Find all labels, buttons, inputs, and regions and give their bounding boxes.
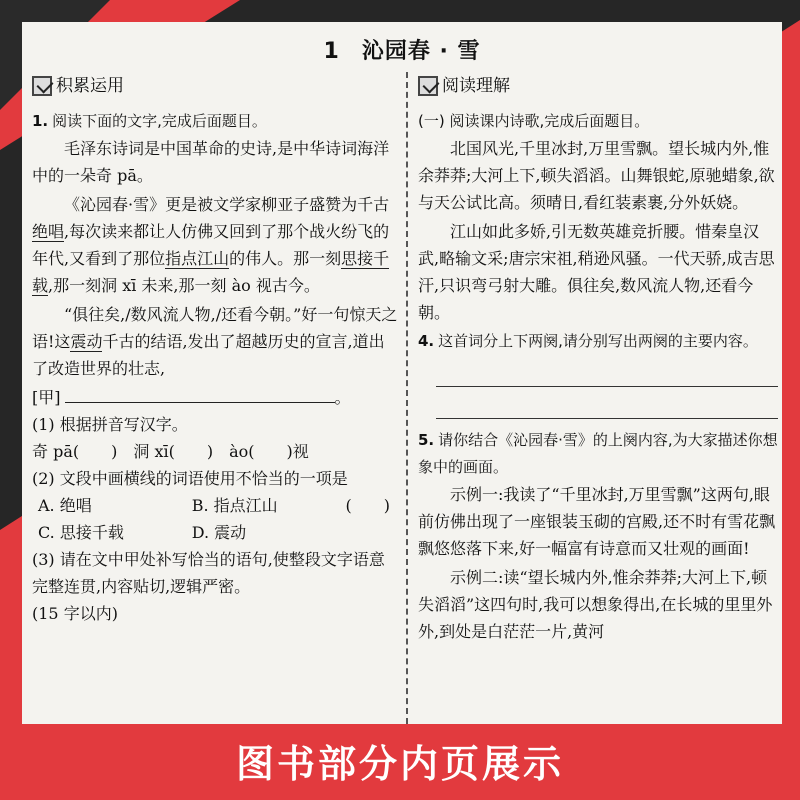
pencil-icon — [418, 76, 438, 96]
sub-question-3-tail: (15 字以内) — [32, 604, 118, 623]
option-c[interactable]: C. 思接千载 — [38, 523, 124, 542]
question-prompt: 请你结合《沁园春·雪》的上阕内容,为大家描述你想象中的画面。 — [418, 431, 778, 476]
text-span: 的伟人。那一刻 — [229, 249, 342, 268]
question-prompt: 这首词分上下两阕,请分别写出两阕的主要内容。 — [438, 332, 758, 350]
answer-paren[interactable]: ( ) — [345, 496, 390, 515]
question-1 — [32, 108, 400, 135]
text-span: ,每次读来都让人仿佛又回到了那个战火纷飞的年代,又看到了那位 — [32, 222, 390, 268]
option-a[interactable]: A. 绝唱 — [38, 496, 92, 515]
example-1: 示例一:我读了“千里冰封,万里雪飘”这两句,眼前仿佛出现了一座银装玉砌的宫殿,还不时有雪花飘飘悠悠落下来,好一幅富有诗意而又壮观的画面! — [418, 485, 776, 558]
part-1-prompt: (一) 阅读课内诗歌,完成后面题目。 — [418, 112, 650, 130]
example-2: 示例二:读“望长城内外,惟余莽莽;大河上下,顿失滔滔”这四句时,我可以想象得出,在长城的里里外外,到处是白茫茫一片,黄河 — [418, 568, 773, 641]
poem-stanza-1: 北国风光,千里冰封,万里雪飘。望长城内外,惟余莽莽;大河上下,顿失滔滔。山舞银蛇,原驰蜡象,欲与天公试比高。须晴日,看红装素裹,分外妖娆。 — [418, 139, 775, 212]
section-header-accumulate — [32, 72, 400, 100]
lesson-title: 沁园春 · 雪 — [361, 39, 481, 64]
question-4 — [418, 328, 778, 355]
section-title: 积累运用 — [56, 75, 124, 96]
sub-question-text: (2) 文段中画横线的词语使用不恰当的一项是 — [32, 469, 348, 488]
page-title — [22, 34, 782, 65]
blank-jia: [甲] 。 — [32, 388, 351, 407]
text-span: ,那一刻洞 xī 未来,那一刻 ào 视古今。 — [48, 276, 320, 295]
passage-paragraph-1: 毛泽东诗词是中国革命的史诗,是中华诗词海洋中的一朵奇 pā。 — [32, 139, 390, 185]
question-number: 4. — [418, 332, 435, 350]
question-number: 5. — [418, 431, 435, 449]
pinyin-items: 奇 pā( ) 洞 xī( ) ào( )视 — [32, 442, 309, 461]
lesson-number: 1 — [323, 39, 340, 64]
underlined-term: 绝唱 — [32, 222, 65, 241]
passage-paragraph-3 — [32, 301, 400, 382]
column-divider — [406, 72, 408, 724]
question-number: 1. — [32, 112, 49, 130]
question-5 — [418, 427, 778, 481]
book-page — [22, 22, 782, 724]
answer-line[interactable] — [436, 387, 778, 419]
right-column — [418, 72, 778, 647]
poem-stanza-2: 江山如此多娇,引无数英雄竞折腰。惜秦皇汉武,略输文采;唐宗宋祖,稍逊风骚。一代天骄,成吉思汗,只识弯弓射大雕。俱往矣,数风流人物,还看今朝。 — [418, 222, 775, 322]
text-span: 千古的结语,发出了超越历史的宣言,道出了改造世界的壮志, — [32, 332, 385, 378]
underlined-term: 指点江山 — [165, 249, 230, 268]
answer-line[interactable] — [436, 355, 778, 387]
options — [32, 492, 346, 546]
section-title: 阅读理解 — [442, 75, 510, 96]
answer-blank[interactable] — [65, 402, 335, 403]
text-span: 《沁园春·雪》更是被文学家柳亚子盛赞为千古 — [64, 195, 390, 214]
promo-banner: 图书部分内页展示 — [235, 742, 564, 786]
passage-paragraph-2 — [32, 191, 400, 299]
blank-label: [甲] — [32, 388, 61, 407]
question-prompt: 阅读下面的文字,完成后面题目。 — [52, 112, 267, 130]
text-span: “俱往矣,/数风流人物,/还看今朝。”好一句惊天之语!这 — [32, 305, 398, 351]
sub-question-1: (1) 根据拼音写汉字。 — [32, 415, 188, 434]
sub-question-3: (3) 请在文中甲处补写恰当的语句,使整段文字语意完整连贯,内容贴切,逻辑严密。 — [32, 550, 385, 596]
underlined-term: 震动 — [70, 332, 103, 351]
section-header-reading — [418, 72, 778, 100]
left-column — [32, 72, 400, 627]
option-b[interactable]: B. 指点江山 — [191, 496, 278, 515]
check-icon — [32, 76, 52, 96]
underlined-term: 思接千载 — [32, 249, 390, 295]
option-d[interactable]: D. 震动 — [191, 523, 247, 542]
